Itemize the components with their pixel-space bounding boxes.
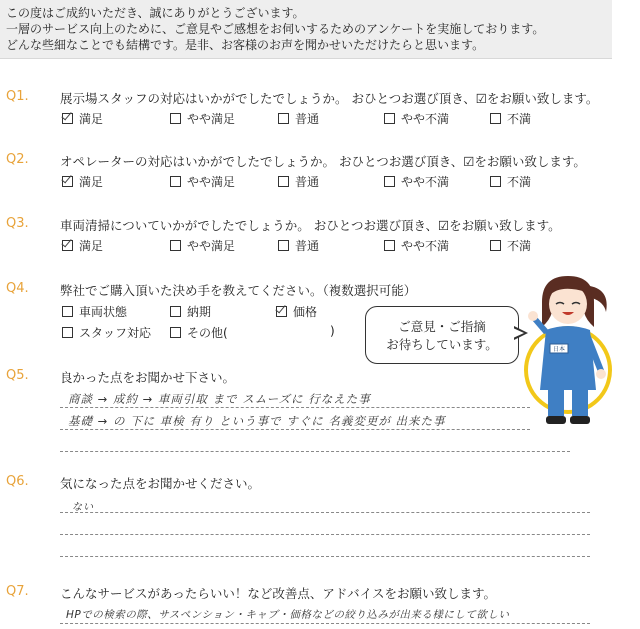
handwritten-answer: 商談 → 成約 → 車両引取 まで スムーズに 行なえた事 [68,392,371,406]
option[interactable] [170,237,235,254]
option-label: やや満足 [187,175,236,189]
checkbox[interactable] [170,240,181,251]
option[interactable] [170,303,211,320]
option[interactable] [276,303,317,320]
checkbox[interactable] [384,113,395,124]
option-label: 納期 [187,305,212,319]
option-label: その他( [187,326,228,340]
question-text: 弊社でご購入頂いた決め手を教えてください。（複数選択可能） [60,283,417,298]
checkbox[interactable] [170,327,181,338]
option[interactable] [62,173,103,190]
checkbox-checked[interactable] [62,176,73,187]
question-text: 展示場スタッフの対応はいかがでしたでしょうか。 おひとつお選び頂き、☑をお願い致します。 [60,91,599,106]
answer-line [60,556,590,557]
option-label: 満足 [79,112,104,126]
intro-box [0,0,612,59]
mascot-illustration [520,272,620,432]
speech-bubble [365,306,519,364]
option[interactable] [490,173,531,190]
handwritten-answer: HPでの検索の際、サスペンション・キャブ・価格などの絞り込みが出来る様にして欲しい [66,609,510,621]
answer-line [60,451,570,452]
option[interactable] [384,110,449,127]
option[interactable] [490,110,531,127]
option-label: やや不満 [401,239,450,253]
option[interactable] [278,237,319,254]
answer-line [60,429,530,430]
option-label: スタッフ対応 [79,326,152,340]
option-label: 普通 [295,239,320,253]
option[interactable] [384,173,449,190]
checkbox[interactable] [170,176,181,187]
option-label: やや満足 [187,239,236,253]
checkbox[interactable] [170,113,181,124]
bubble-line-1: ご意見・ご指摘 [398,319,486,334]
checkbox[interactable] [62,327,73,338]
checkbox[interactable] [170,306,181,317]
checkbox[interactable] [278,240,289,251]
option-label: 不満 [507,112,532,126]
option[interactable] [278,173,319,190]
question-number: Q6. [6,474,29,489]
checkbox[interactable] [490,176,501,187]
answer-line [60,512,590,513]
intro-line-1: この度はご成約いただき、誠にありがとうございます。 [6,6,305,20]
checkbox[interactable] [384,240,395,251]
option-label: 満足 [79,239,104,253]
mascot-uniform [540,326,596,390]
checkbox[interactable] [278,176,289,187]
option[interactable] [278,110,319,127]
option-label: やや満足 [187,112,236,126]
option[interactable] [170,110,235,127]
question-number: Q2. [6,152,29,167]
option[interactable] [170,173,235,190]
answer-line [60,534,590,535]
option-label: 普通 [295,175,320,189]
question-number: Q5. [6,368,29,383]
question-number: Q1. [6,89,29,104]
checkbox[interactable] [62,306,73,317]
question-text: オペレーターの対応はいかがでしたでしょうか。 おひとつお選び頂き、☑をお願い致します。 [60,154,586,169]
checkbox[interactable] [278,113,289,124]
option-label: 車両状態 [79,305,128,319]
question-number: Q7. [6,584,29,599]
option-label: 不満 [507,175,532,189]
checkbox[interactable] [490,240,501,251]
checkbox-checked[interactable] [62,240,73,251]
intro-line-3: どんな些細なことでも結構です。是非、お客様のお声を聞かせいただけたらと思います。 [6,38,485,52]
question-number: Q3. [6,216,29,231]
option-label: 満足 [79,175,104,189]
answer-line [60,623,590,624]
checkbox[interactable] [384,176,395,187]
mascot-badge: 日本 [552,346,566,353]
question-text: 良かった点をお聞かせ下さい。 [60,370,236,385]
question-text: 気になった点をお聞かせください。 [60,476,261,491]
question-number: Q4. [6,281,29,296]
checkbox[interactable] [490,113,501,124]
option[interactable] [62,237,103,254]
option-label: やや不満 [401,175,450,189]
option[interactable] [170,324,228,341]
checkbox-checked[interactable] [62,113,73,124]
answer-line [60,407,530,408]
question-text: こんなサービスがあったらいい！など改善点、アドバイスをお願い致します。 [60,586,497,601]
other-close-paren: ) [330,324,335,338]
option-label: やや不満 [401,112,450,126]
option[interactable] [62,110,103,127]
option[interactable] [384,237,449,254]
question-text: 車両清掃についていかがでしたでしょうか。 おひとつお選び頂き、☑をお願い致します。 [60,218,561,233]
intro-line-2: 一層のサービス向上のために、ご意見やご感想をお伺いするためのアンケートを実施しております。 [6,22,545,36]
option[interactable] [62,324,151,341]
option[interactable] [62,303,127,320]
bubble-line-2: お待ちしています。 [386,337,498,352]
option-label: 価格 [293,305,318,319]
option-label: 不満 [507,239,532,253]
option[interactable] [490,237,531,254]
handwritten-answer: 基礎 → の 下に 車検 有り という事で すぐに 名義変更が 出来た事 [68,414,446,428]
checkbox-checked[interactable] [276,306,287,317]
handwritten-answer: ない [72,502,94,513]
option-label: 普通 [295,112,320,126]
